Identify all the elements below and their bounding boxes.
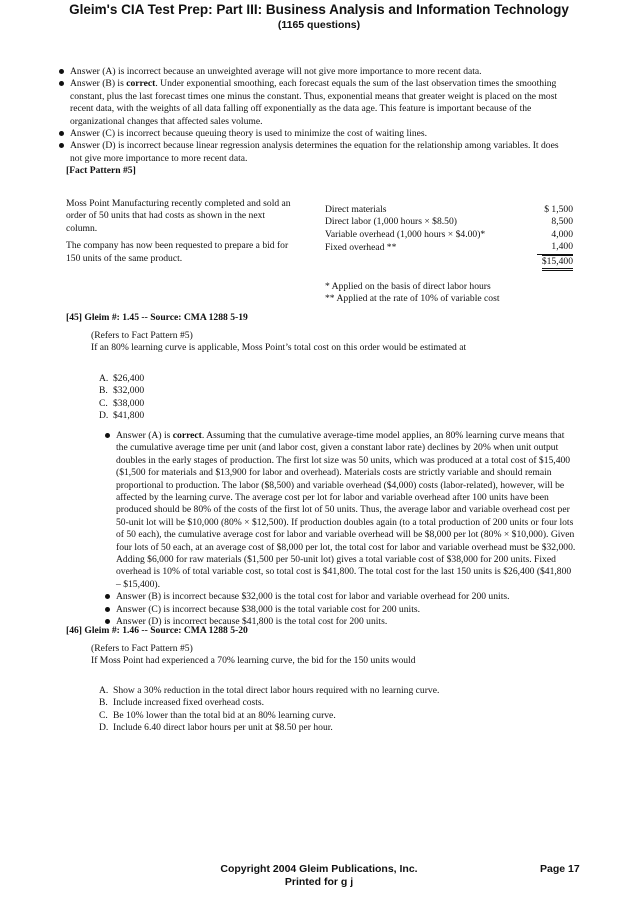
answer-explanation: Answer (B) is correct. Under exponential smoothing, each forecast equals the sum of the last observation times the smoothing constant, plus the last forecast times one minus the constant. Thus, exponential means that greater weight is placed on the most recent data, with the weights of all data falling off exponentially as the data age. This feature is important because of the organizational changes that affected sales volume. [50, 78, 570, 128]
footnote: * Applied on the basis of direct labor hours [325, 281, 491, 293]
answer-explanation: Answer (D) is incorrect because linear regression analysis determines the equation for the relationship among variables. It does not give more importance to more recent data. [50, 140, 570, 165]
printed-for: Printed for g j [284, 876, 354, 888]
footnote: ** Applied at the rate of 10% of variable cost [325, 293, 500, 305]
copyright: Copyright 2004 Gleim Publications, Inc. [220, 863, 418, 875]
question-count: (1165 questions) [277, 19, 361, 31]
page-number: Page 17 [540, 863, 580, 875]
question-46-heading: [46] Gleim #: 1.46 -- Source: CMA 1288 5-20 [66, 625, 248, 636]
choice-b[interactable]: B. Include increased fixed overhead costs. [99, 697, 265, 709]
answer-explanation: Answer (C) is incorrect because $38,000 is the total variable cost for 200 units. [96, 604, 576, 616]
fact-pattern-para: Moss Point Manufacturing recently completed and sold an order of 50 units that had costs as shown in the next column. [66, 198, 291, 234]
cost-row: Fixed overhead ** 1,400 [325, 241, 573, 253]
fact-pattern-text [66, 198, 298, 265]
answer-explanation: Answer (A) is correct. Assuming that the cumulative average-time model applies, an 80% learning curve means that the cumulative average time per unit (and labor cost, given a constant labor rate) declines by 20% when unit output doubles in the early stages of production. The first lot size was 50 units, which was produced at a total cost of $15,400 ($1,500 for materials and $13,900 for labor and overhead). Materials costs are strictly variable and should remain proportional to production. The labor ($8,500) and variable overhead ($4,000) costs (labor-related), however, will be affected by the learning curve. The average cost per lot for labor and variable overhead after 100 units have been produced should be 80% of the costs of the first lot of 50 units. Thus, the average labor and variable overhead cost per 50-unit lot will be $10,000 (80% × $12,500). If production doubles again (to a total production of 200 units or four lots of 50 each), the cumulative average cost for labor and variable overhead will be $8,000 per lot (80% × $10,000). Given four lots of 50 each, at an average cost of $8,000 per lot, the total cost for labor and variable overhead must be $32,000. Adding $6,000 for raw materials ($1,500 per 50-unit lot) gives a total variable cost of $38,000 for 200 units. Fixed overhead is 10% of total variable cost, so total cost is $41,800. The total cost for the last 150 units is $26,400 ($41,800 – $15,400). [96, 430, 576, 591]
choice-a[interactable]: A. $26,400 [99, 373, 145, 384]
choice-c[interactable]: C. $38,000 [99, 397, 145, 409]
fact-pattern-para: The company has now been requested to prepare a bid for 150 units of the same product. [66, 240, 289, 264]
question-45-stem [91, 330, 571, 355]
question-46-choices [99, 685, 569, 735]
answer-explanation: Answer (A) is incorrect because an unweighted average will not give more importance to more recent data. [50, 66, 570, 78]
choice-d[interactable]: D. $41,800 [99, 410, 145, 422]
question-45-choices [99, 373, 144, 423]
choice-d[interactable]: D. Include 6.40 direct labor hours per unit at $8.50 per hour. [99, 722, 333, 734]
cost-total-row: $15,400 [325, 255, 573, 271]
question-46-stem [91, 643, 571, 668]
cost-row: Direct materials $ 1,500 [325, 204, 573, 215]
question-45-answers [96, 430, 576, 629]
question-text: If Moss Point had experienced a 70% learning curve, the bid for the 150 units would [91, 655, 416, 667]
cost-table [325, 204, 573, 306]
question-45-heading: [45] Gleim #: 1.45 -- Source: CMA 1288 5-19 [66, 312, 248, 323]
question-text: If an 80% learning curve is applicable, Moss Point’s total cost on this order would be estimated at [91, 342, 467, 354]
answer-explanation: Answer (D) is incorrect because $41,800 is the total cost for 200 units. [96, 616, 576, 628]
page-header [0, 2, 638, 32]
choice-b[interactable]: B. $32,000 [99, 385, 145, 397]
fact-pattern-heading: [Fact Pattern #5] [66, 165, 136, 176]
answer-explanation: Answer (B) is incorrect because $32,000 is the total cost for labor and variable overhead for 200 units. [96, 591, 576, 603]
refers-note: (Refers to Fact Pattern #5) [91, 330, 193, 341]
refers-note: (Refers to Fact Pattern #5) [91, 643, 193, 654]
document-title: Gleim's CIA Test Prep: Part III: Business Analysis and Information Technology [69, 2, 569, 17]
answer-explanation: Answer (C) is incorrect because queuing theory is used to minimize the cost of waiting lines. [50, 128, 570, 140]
choice-c[interactable]: C. Be 10% lower than the total bid at an 80% learning curve. [99, 709, 336, 721]
cost-row: Variable overhead (1,000 hours × $4.00)* 4,000 [325, 228, 573, 240]
cost-row: Direct labor (1,000 hours × $8.50) 8,500 [325, 216, 573, 228]
choice-a[interactable]: A. Show a 30% reduction in the total direct labor hours required with no learning curve. [99, 685, 440, 696]
previous-answers [50, 66, 570, 165]
